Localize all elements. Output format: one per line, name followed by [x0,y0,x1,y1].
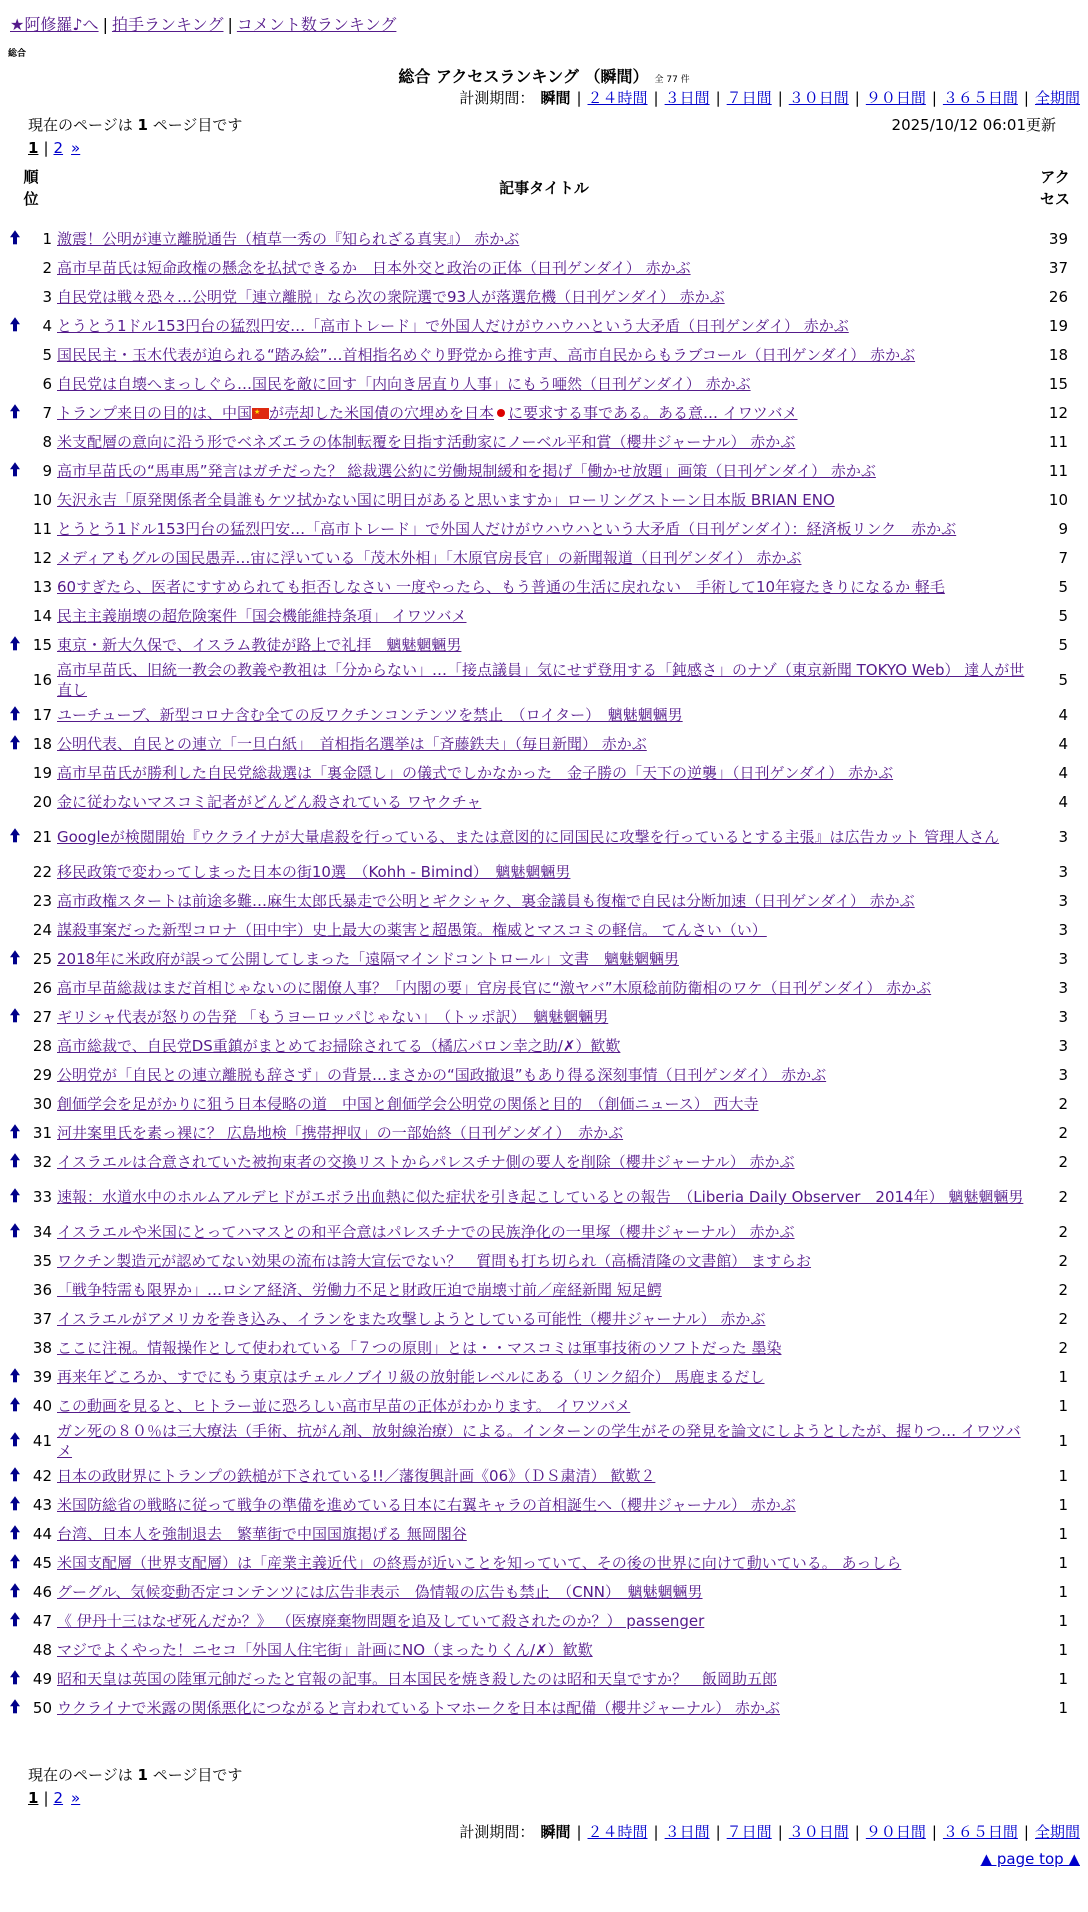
ranking-row [0,729,1088,758]
ranking-row [0,1461,1088,1490]
article-title-link[interactable]: 河井案里氏を素っ裸に？ 広島地検「携帯押収」の一部始終（日刊ゲンダイ） 赤かぶ [57,1123,624,1142]
rank-up-arrow-icon [9,636,21,651]
china-flag-icon [252,408,269,419]
ranking-row [0,1490,1088,1519]
period-link-3d[interactable]: ３日間 [664,1823,710,1841]
ranking-row [0,1606,1088,1635]
rank-number: 43 [32,1495,52,1514]
rank-number: 19 [32,763,52,782]
rank-number: 33 [32,1187,52,1206]
nav-link-clap-ranking[interactable]: 拍手ランキング [111,15,224,34]
japan-flag-icon [497,409,505,417]
access-count: 19 [1048,316,1068,335]
pager-next[interactable]: » [71,139,81,157]
access-count: 39 [1048,229,1068,248]
access-count: 1 [1058,1367,1068,1386]
rank-number: 10 [32,490,52,509]
period-link-7d[interactable]: ７日間 [726,89,772,107]
article-title-link[interactable]: 高市早苗総裁はまだ首相じゃないのに閣僚人事？「内閣の要」官房長官に“激ヤバ”木原稔前防衛相のワケ（日刊ゲンダイ） 赤かぶ [57,978,932,997]
article-title-link[interactable]: ガン死の８０％は三大療法（手術、抗がん剤、放射線治療）による。インターンの学生がその発見を論文にしようとしたが、握りつ… イワツバメ [57,1421,1021,1460]
article-title-link[interactable]: とうとう1ドル153円台の猛烈円安…「高市トレード」で外国人だけがウハウハという大矛盾（日刊ゲンダイ） 赤かぶ [57,316,849,335]
article-title-link[interactable]: 台湾、日本人を強制退去 繁華街で中国国旗掲げる 無岡閣谷 [57,1524,467,1543]
ranking-row [0,816,1088,857]
access-count: 1 [1058,1524,1068,1543]
rank-up-arrow-icon [9,828,21,843]
ranking-row [0,514,1088,543]
access-count: 4 [1058,734,1068,753]
rank-up-arrow-icon [9,1008,21,1023]
category-tiny-label: 総合 [8,49,27,59]
rank-number: 23 [32,891,52,910]
rank-up-arrow-icon [9,1124,21,1139]
ranking-row [0,1548,1088,1577]
rank-number: 40 [32,1396,52,1415]
rank-number: 16 [32,670,52,689]
rank-number: 49 [32,1669,52,1688]
article-title-link[interactable]: メディアもグルの国民愚弄…宙に浮いている「茂木外相」「木原官房長官」の新聞報道（日刊ゲンダイ） 赤かぶ [57,548,802,567]
access-count: 26 [1048,287,1068,306]
rank-up-arrow-icon [9,706,21,721]
rank-number: 4 [42,316,52,335]
rank-number: 14 [32,606,52,625]
access-count: 1 [1058,1396,1068,1415]
article-title-link[interactable]: ここに注視。情報操作として使われている「７つの原則」とは・・マスコミは軍事技術のソフトだった 墨染 [57,1338,782,1357]
page-title-main: 総合 アクセスランキング （瞬間） [398,67,649,86]
rank-number: 39 [32,1367,52,1386]
article-title-link[interactable]: 《 伊丹十三はなぜ死んだか？》 （医療廃棄物問題を追及していて殺されたのか？） passenger [57,1611,705,1630]
article-title-link[interactable]: 自民党は戦々恐々…公明党「連立離脱」なら次の衆院選で93人が落選危機（日刊ゲンダイ） 赤かぶ [57,287,725,306]
ranking-row [0,543,1088,572]
access-count: 4 [1058,763,1068,782]
access-count: 2 [1058,1222,1068,1241]
access-count: 37 [1048,258,1068,277]
access-count: 3 [1058,949,1068,968]
article-title-link[interactable]: ギリシャ代表が怒りの告発 「もうヨーロッパじゃない」 （トッポ訳） 魑魅魍魎男 [57,1007,609,1026]
ranking-row [0,1304,1088,1333]
rank-number: 12 [32,548,52,567]
rank-up-arrow-icon [9,1223,21,1238]
ranking-row [0,1275,1088,1304]
access-count: 1 [1058,1495,1068,1514]
pager-page-2[interactable]: 2 [53,139,64,157]
ranking-row [0,1118,1088,1147]
rank-number: 6 [42,374,52,393]
rank-number: 7 [42,403,52,422]
rank-number: 24 [32,920,52,939]
access-count: 3 [1058,978,1068,997]
rank-number: 13 [32,577,52,596]
page-info-number: 1 [137,1766,148,1784]
rank-up-arrow-icon [9,1432,21,1447]
ranking-row [0,1362,1088,1391]
period-link-all[interactable]: 全期間 [1034,89,1080,107]
article-title-link[interactable]: この動画を見ると、ヒトラー並に恐ろしい高市早苗の正体がわかります。 イワツバメ [57,1396,631,1415]
ranking-row [0,857,1088,886]
ranking-row [0,886,1088,915]
access-count: 1 [1058,1553,1068,1572]
rank-up-arrow-icon [9,1496,21,1511]
nav-sep: | [227,15,233,34]
period-link-365d[interactable]: ３６５日間 [942,1823,1018,1841]
rank-up-arrow-icon [9,1525,21,1540]
page-info-prefix: 現在のページは [28,116,133,134]
period-link-all[interactable]: 全期間 [1034,1823,1080,1841]
rank-up-arrow-icon [9,1467,21,1482]
rank-number: 47 [32,1611,52,1630]
rank-number: 36 [32,1280,52,1299]
rank-number: 5 [42,345,52,364]
period-link-90d[interactable]: ９０日間 [865,89,926,107]
nav-sep: | [102,15,108,34]
access-count: 5 [1058,635,1068,654]
ranking-row [0,1664,1088,1693]
rank-number: 32 [32,1152,52,1171]
rank-up-arrow-icon [9,1612,21,1627]
article-title-link[interactable]: イスラエルは合意されていた被拘束者の交換リストからパレスチナ側の要人を削除（櫻井ジャーナル） 赤かぶ [57,1152,795,1171]
rank-number: 11 [32,519,52,538]
nav-link-comment-ranking[interactable]: コメント数ランキング [236,15,397,34]
rank-number: 27 [32,1007,52,1026]
ranking-row [0,572,1088,601]
ranking-row [0,1147,1088,1176]
access-count: 18 [1048,345,1068,364]
ranking-row [0,944,1088,973]
article-title-link[interactable]: 移民政策で変わってしまった日本の街10選 （Kohh - Bimind） 魑魅魍魎男 [57,862,571,881]
access-count: 1 [1058,1640,1068,1659]
rank-number: 21 [32,827,52,846]
article-title-link[interactable]: 高市早苗氏、旧統一教会の教義や教祖は「分からない」…「接点議員」気にせず登用する「鈍感さ」のナゾ（東京新聞 TOKYO Web） 達人が世直し [57,660,1025,699]
article-title-link[interactable]: ウクライナで米露の関係悪化につながると言われているトマホークを日本は配備（櫻井ジャーナル） 赤かぶ [57,1698,780,1717]
period-link-7d[interactable]: ７日間 [726,1823,772,1841]
rank-number: 44 [32,1524,52,1543]
rank-number: 26 [32,978,52,997]
period-link-24h[interactable]: ２４時間 [587,1823,648,1841]
access-count: 2 [1058,1187,1068,1206]
article-title-link[interactable]: 米国支配層（世界支配層）は「産業主義近代」の終焉が近いことを知っていて、その後の世界に向けて動いている。 あっしら [57,1553,902,1572]
ranking-row [0,1089,1088,1118]
rank-up-arrow-icon [9,950,21,965]
access-count: 2 [1058,1280,1068,1299]
ranking-row [0,700,1088,729]
access-count: 3 [1058,862,1068,881]
ranking-row [0,1031,1088,1060]
period-current: 瞬間 [540,1823,571,1841]
access-count: 3 [1058,827,1068,846]
article-title-link[interactable]: 公明党が「自民との連立離脱も辞さず」の背景…まさかの“国政撤退”もあり得る深刻事情（日刊ゲンダイ） 赤かぶ [57,1065,827,1084]
page-info-top [28,114,242,135]
access-count: 7 [1058,548,1068,567]
page-info-suffix: ページ目です [152,1766,243,1784]
rank-number: 28 [32,1036,52,1055]
article-title-link[interactable]: マジでよくやった！ニセコ「外国人住宅街」計画にNO（まったりくん/✗）歓歎 [57,1640,593,1659]
article-title-link[interactable]: 高市早苗氏が勝利した自民党総裁選は「裏金隠し」の儀式でしかなかった 金子勝の「天下の逆襲」（日刊ゲンダイ） 赤かぶ [57,763,894,782]
page-top-link[interactable]: ▲ page top ▲ [980,1850,1080,1868]
header-access: アクセス [1040,168,1071,208]
access-count: 2 [1058,1309,1068,1328]
top-nav [10,12,396,35]
rank-number: 18 [32,734,52,753]
article-title-link[interactable]: 米国防総省の戦略に従って戦争の準備を進めている日本に右翼キャラの首相誕生へ（櫻井ジャーナル） 赤かぶ [57,1495,796,1514]
rank-number: 48 [32,1640,52,1659]
ranking-row [0,398,1088,427]
rank-number: 34 [32,1222,52,1241]
article-title-link[interactable]: 金に従わないマスコミ記者がどんどん殺されている ワヤクチャ [57,792,482,811]
pager-top: 1 | 2 » [28,139,81,157]
article-title-link[interactable]: 高市早苗氏は短命政権の懸念を払拭できるか 日本外交と政治の正体（日刊ゲンダイ） 赤かぶ [57,258,691,277]
article-title-link[interactable]: 60すぎたら、医者にすすめられても拒否しなさい 一度やったら、もう普通の生活に戻れない 手術して10年寝たきりになるか 軽毛 [57,577,945,596]
access-count: 1 [1058,1466,1068,1485]
rank-up-arrow-icon [9,735,21,750]
article-title-link[interactable]: 激震！公明が連立離脱通告（植草一秀の『知られざる真実』） 赤かぶ [57,229,520,248]
access-count: 5 [1058,577,1068,596]
rank-number: 30 [32,1094,52,1113]
total-count: 全 77 件 [654,75,690,85]
ranking-row [0,630,1088,659]
page-info-bottom [28,1764,242,1785]
ranking-row [0,369,1088,398]
period-link-365d[interactable]: ３６５日間 [942,89,1018,107]
access-count: 2 [1058,1338,1068,1357]
page-info-suffix: ページ目です [152,116,243,134]
access-count: 2 [1058,1251,1068,1270]
ranking-row [0,1519,1088,1548]
ranking-row [0,1391,1088,1420]
article-title-link[interactable]: 「戦争特需も限界か」…ロシア経済、労働力不足と財政圧迫で崩壊寸前／産経新聞 短足鰐 [57,1280,662,1299]
article-title-link[interactable]: 国民民主・玉木代表が迫られる“踏み絵”…首相指名めぐり野党から推す声、高市自民からもラブコール（日刊ゲンダイ） 赤かぶ [57,345,916,364]
rank-number: 3 [42,287,52,306]
access-count: 9 [1058,519,1068,538]
period-label: 計測期間： [459,89,535,107]
ranking-row [0,311,1088,340]
period-nav-bottom: 計測期間： 瞬間 | ２４時間 | ３日間 | ７日間 | ３０日間 | ９０日間 | ３６５日間 | 全期間 [459,1823,1080,1841]
ranking-row [0,1002,1088,1031]
rank-number: 35 [32,1251,52,1270]
article-title-link[interactable]: 自民党は自壊へまっしぐら…国民を敵に回す「内向き居直り人事」にもう唖然（日刊ゲンダイ） 赤かぶ [57,374,751,393]
rank-up-arrow-icon [9,1554,21,1569]
access-count: 2 [1058,1094,1068,1113]
rank-up-arrow-icon [9,1699,21,1714]
article-title-link[interactable]: とうとう1ドル153円台の猛烈円安…「高市トレード」で外国人だけがウハウハという大矛盾（日刊ゲンダイ）：経済板リンク 赤かぶ [57,519,957,538]
access-count: 1 [1058,1431,1068,1450]
article-title-link[interactable]: トランプ来日の目的は、中国★ が売却した米国債の穴埋めを日本 に要求する事である。ある意… イワツバメ [57,404,798,422]
rank-number: 41 [32,1431,52,1450]
access-count: 1 [1058,1669,1068,1688]
rank-number: 45 [32,1553,52,1572]
updated-timestamp: 2025/10/12 06:01更新 [891,116,1056,134]
ranking-row [0,1176,1088,1217]
access-count: 2 [1058,1152,1068,1171]
period-link-30d[interactable]: ３０日間 [788,1823,849,1841]
ranking-row [0,427,1088,456]
rank-number: 42 [32,1466,52,1485]
pager-next[interactable]: » [71,1789,81,1807]
article-title-link[interactable]: 謀殺事案だった新型コロナ（田中宇）史上最大の薬害と超愚策。権威とマスコミの軽信。 てんさい（い） [57,920,767,939]
rank-up-arrow-icon [9,1368,21,1383]
access-count: 3 [1058,891,1068,910]
pager-current: 1 [28,139,39,157]
rank-number: 1 [42,229,52,248]
page-info-number: 1 [137,116,148,134]
ranking-row [0,787,1088,816]
rank-up-arrow-icon [9,1188,21,1203]
ranking-row [0,340,1088,369]
period-current: 瞬間 [540,89,571,107]
article-title-link[interactable]: 高市早苗氏の“馬車馬”発言はガチだった？ 総裁選公約に労働規制緩和を掲げ「働かせ放題」画策（日刊ゲンダイ） 赤かぶ [57,461,876,480]
access-count: 1 [1058,1611,1068,1630]
period-link-24h[interactable]: ２４時間 [587,89,648,107]
access-count: 11 [1048,461,1068,480]
header-rank: 順位 [23,168,39,208]
access-count: 1 [1058,1582,1068,1601]
pager-current: 1 [28,1789,39,1807]
article-title-link[interactable]: 米支配層の意向に沿う形でベネズエラの体制転覆を目指す活動家にノーベル平和賞（櫻井ジャーナル） 赤かぶ [57,432,796,451]
article-title-link[interactable]: 日本の政財界にトランプの鉄槌が下されている!!／藩復興計画《06》（ＤＳ粛清） 歓歎２ [57,1466,656,1485]
rank-number: 20 [32,792,52,811]
page-title [0,64,1088,87]
rank-number: 46 [32,1582,52,1601]
access-count: 3 [1058,920,1068,939]
page-info-prefix: 現在のページは [28,1766,133,1784]
ranking-row [0,224,1088,253]
article-title-link[interactable]: 公明代表、自民との連立「一旦白紙」 首相指名選挙は「斉藤鉄夫」（毎日新聞） 赤かぶ [57,734,647,753]
ranking-row [0,1246,1088,1275]
ranking-row [0,1060,1088,1089]
rank-up-arrow-icon [9,230,21,245]
article-title-link[interactable]: 昭和天皇は英国の陸軍元帥だったと官報の記事。日本国民を焼き殺したのは昭和天皇ですか？ 飯岡助五郎 [57,1669,778,1688]
rank-number: 50 [32,1698,52,1717]
access-count: 2 [1058,1123,1068,1142]
page-top-link-wrap [981,1850,1080,1868]
ranking-row [0,973,1088,1002]
rank-number: 29 [32,1065,52,1084]
rank-number: 17 [32,705,52,724]
article-title-link[interactable]: 速報：水道水中のホルムアルデヒドがエボラ出血熱に似た症状を引き起こしているとの報告 （Liberia Daily Observer 2014年） 魑魅魍魎男 [57,1187,1024,1206]
rank-number: 37 [32,1309,52,1328]
header-title: 記事タイトル [499,179,589,197]
ranking-row [0,1693,1088,1722]
pager-page-2[interactable]: 2 [53,1789,64,1807]
period-link-3d[interactable]: ３日間 [664,89,710,107]
rank-up-arrow-icon [9,1153,21,1168]
rank-number: 2 [42,258,52,277]
ranking-row [0,1635,1088,1664]
ranking-row [0,456,1088,485]
ranking-row [0,1333,1088,1362]
ranking-row [0,1420,1088,1461]
rank-up-arrow-icon [9,1583,21,1598]
period-link-30d[interactable]: ３０日間 [788,89,849,107]
period-label: 計測期間： [459,1823,535,1841]
rank-number: 31 [32,1123,52,1142]
article-title-link[interactable]: 高市政権スタートは前途多難…麻生太郎氏暴走で公明とギクシャク、裏金議員も復権で自民は分断加速（日刊ゲンダイ） 赤かぶ [57,891,915,910]
access-count: 1 [1058,1698,1068,1717]
period-nav-top: 計測期間： 瞬間 | ２４時間 | ３日間 | ７日間 | ３０日間 | ９０日間 | ３６５日間 | 全期間 [459,89,1080,107]
article-title-link[interactable]: 矢沢永吉「原発関係者全員誰もケツ拭かない国に明日があると思いますか」ローリングストーン日本版 BRIAN ENO [57,490,835,509]
rank-number: 38 [32,1338,52,1357]
ranking-row [0,282,1088,311]
rank-number: 15 [32,635,52,654]
access-count: 5 [1058,606,1068,625]
access-count: 10 [1048,490,1068,509]
article-title-link[interactable]: ワクチン製造元が認めてない効果の流布は誇大宣伝でない？ 質問も打ち切られ（高橋清隆の文書館） ますらお [57,1251,812,1270]
article-title-link[interactable]: 2018年に米政府が誤って公開してしまった「遠隔マインドコントロール」文書 魑魅魍魎男 [57,949,679,968]
nav-link-asyura[interactable]: ★阿修羅♪へ [10,15,99,34]
article-title-link[interactable]: イスラエルがアメリカを巻き込み、イランをまた攻撃しようとしている可能性（櫻井ジャーナル） 赤かぶ [57,1309,766,1328]
access-count: 11 [1048,432,1068,451]
access-count: 4 [1058,792,1068,811]
access-count: 5 [1058,670,1068,689]
article-title-link[interactable]: イスラエルや米国にとってハマスとの和平合意はパレスチナでの民族浄化の一里塚（櫻井ジャーナル） 赤かぶ [57,1222,795,1241]
article-title-link[interactable]: グーグル、気候変動否定コンテンツには広告非表示 偽情報の広告も禁止 （CNN） 魑魅魍魎男 [57,1582,703,1601]
article-title-link[interactable]: 創価学会を足がかりに狙う日本侵略の道 中国と創価学会公明党の関係と目的 （創価ニュース） 西大寺 [57,1094,759,1113]
rank-up-arrow-icon [9,1397,21,1412]
rank-number: 22 [32,862,52,881]
ranking-row [0,659,1088,700]
ranking-row [0,485,1088,514]
access-count: 15 [1048,374,1068,393]
article-title-link[interactable]: 民主主義崩壊の超危険案件「国会機能維持条項」 イワツバメ [57,606,467,625]
ranking-row [0,1217,1088,1246]
ranking-row [0,758,1088,787]
rank-up-arrow-icon [9,404,21,419]
access-count: 12 [1048,403,1068,422]
rank-number: 9 [42,461,52,480]
article-title-link[interactable]: Googleが検閲開始『ウクライナが大量虐殺を行っている、または意図的に同国民に攻撃を行っているとする主張』は広告カット 管理人さん [57,827,1000,846]
period-link-90d[interactable]: ９０日間 [865,1823,926,1841]
access-count: 3 [1058,1036,1068,1055]
ranking-row [0,253,1088,282]
rank-up-arrow-icon [9,317,21,332]
article-title-link[interactable]: ユーチューブ、新型コロナ含む全ての反ワクチンコンテンツを禁止 （ロイター） 魑魅魍魎男 [57,705,683,724]
ranking-list [0,224,1088,1722]
article-title-link[interactable]: 高市総裁で、自民党DS重鎮がまとめてお掃除されてる（橘広バロン幸之助/✗）歓歎 [57,1036,621,1055]
ranking-row [0,601,1088,630]
access-count: 3 [1058,1007,1068,1026]
article-title-link[interactable]: 東京・新大久保で、イスラム教徒が路上で礼拝 魑魅魍魎男 [57,635,462,654]
rank-up-arrow-icon [9,1670,21,1685]
access-count: 4 [1058,705,1068,724]
access-count: 3 [1058,1065,1068,1084]
rank-number: 25 [32,949,52,968]
rank-number: 8 [42,432,52,451]
pager-bottom: 1 | 2 » [28,1789,81,1807]
article-title-link[interactable]: 再来年どころか、すでにもう東京はチェルノブイリ級の放射能レベルにある（リンク紹介） 馬鹿まるだし [57,1367,765,1386]
ranking-row [0,1577,1088,1606]
ranking-row [0,915,1088,944]
rank-up-arrow-icon [9,462,21,477]
